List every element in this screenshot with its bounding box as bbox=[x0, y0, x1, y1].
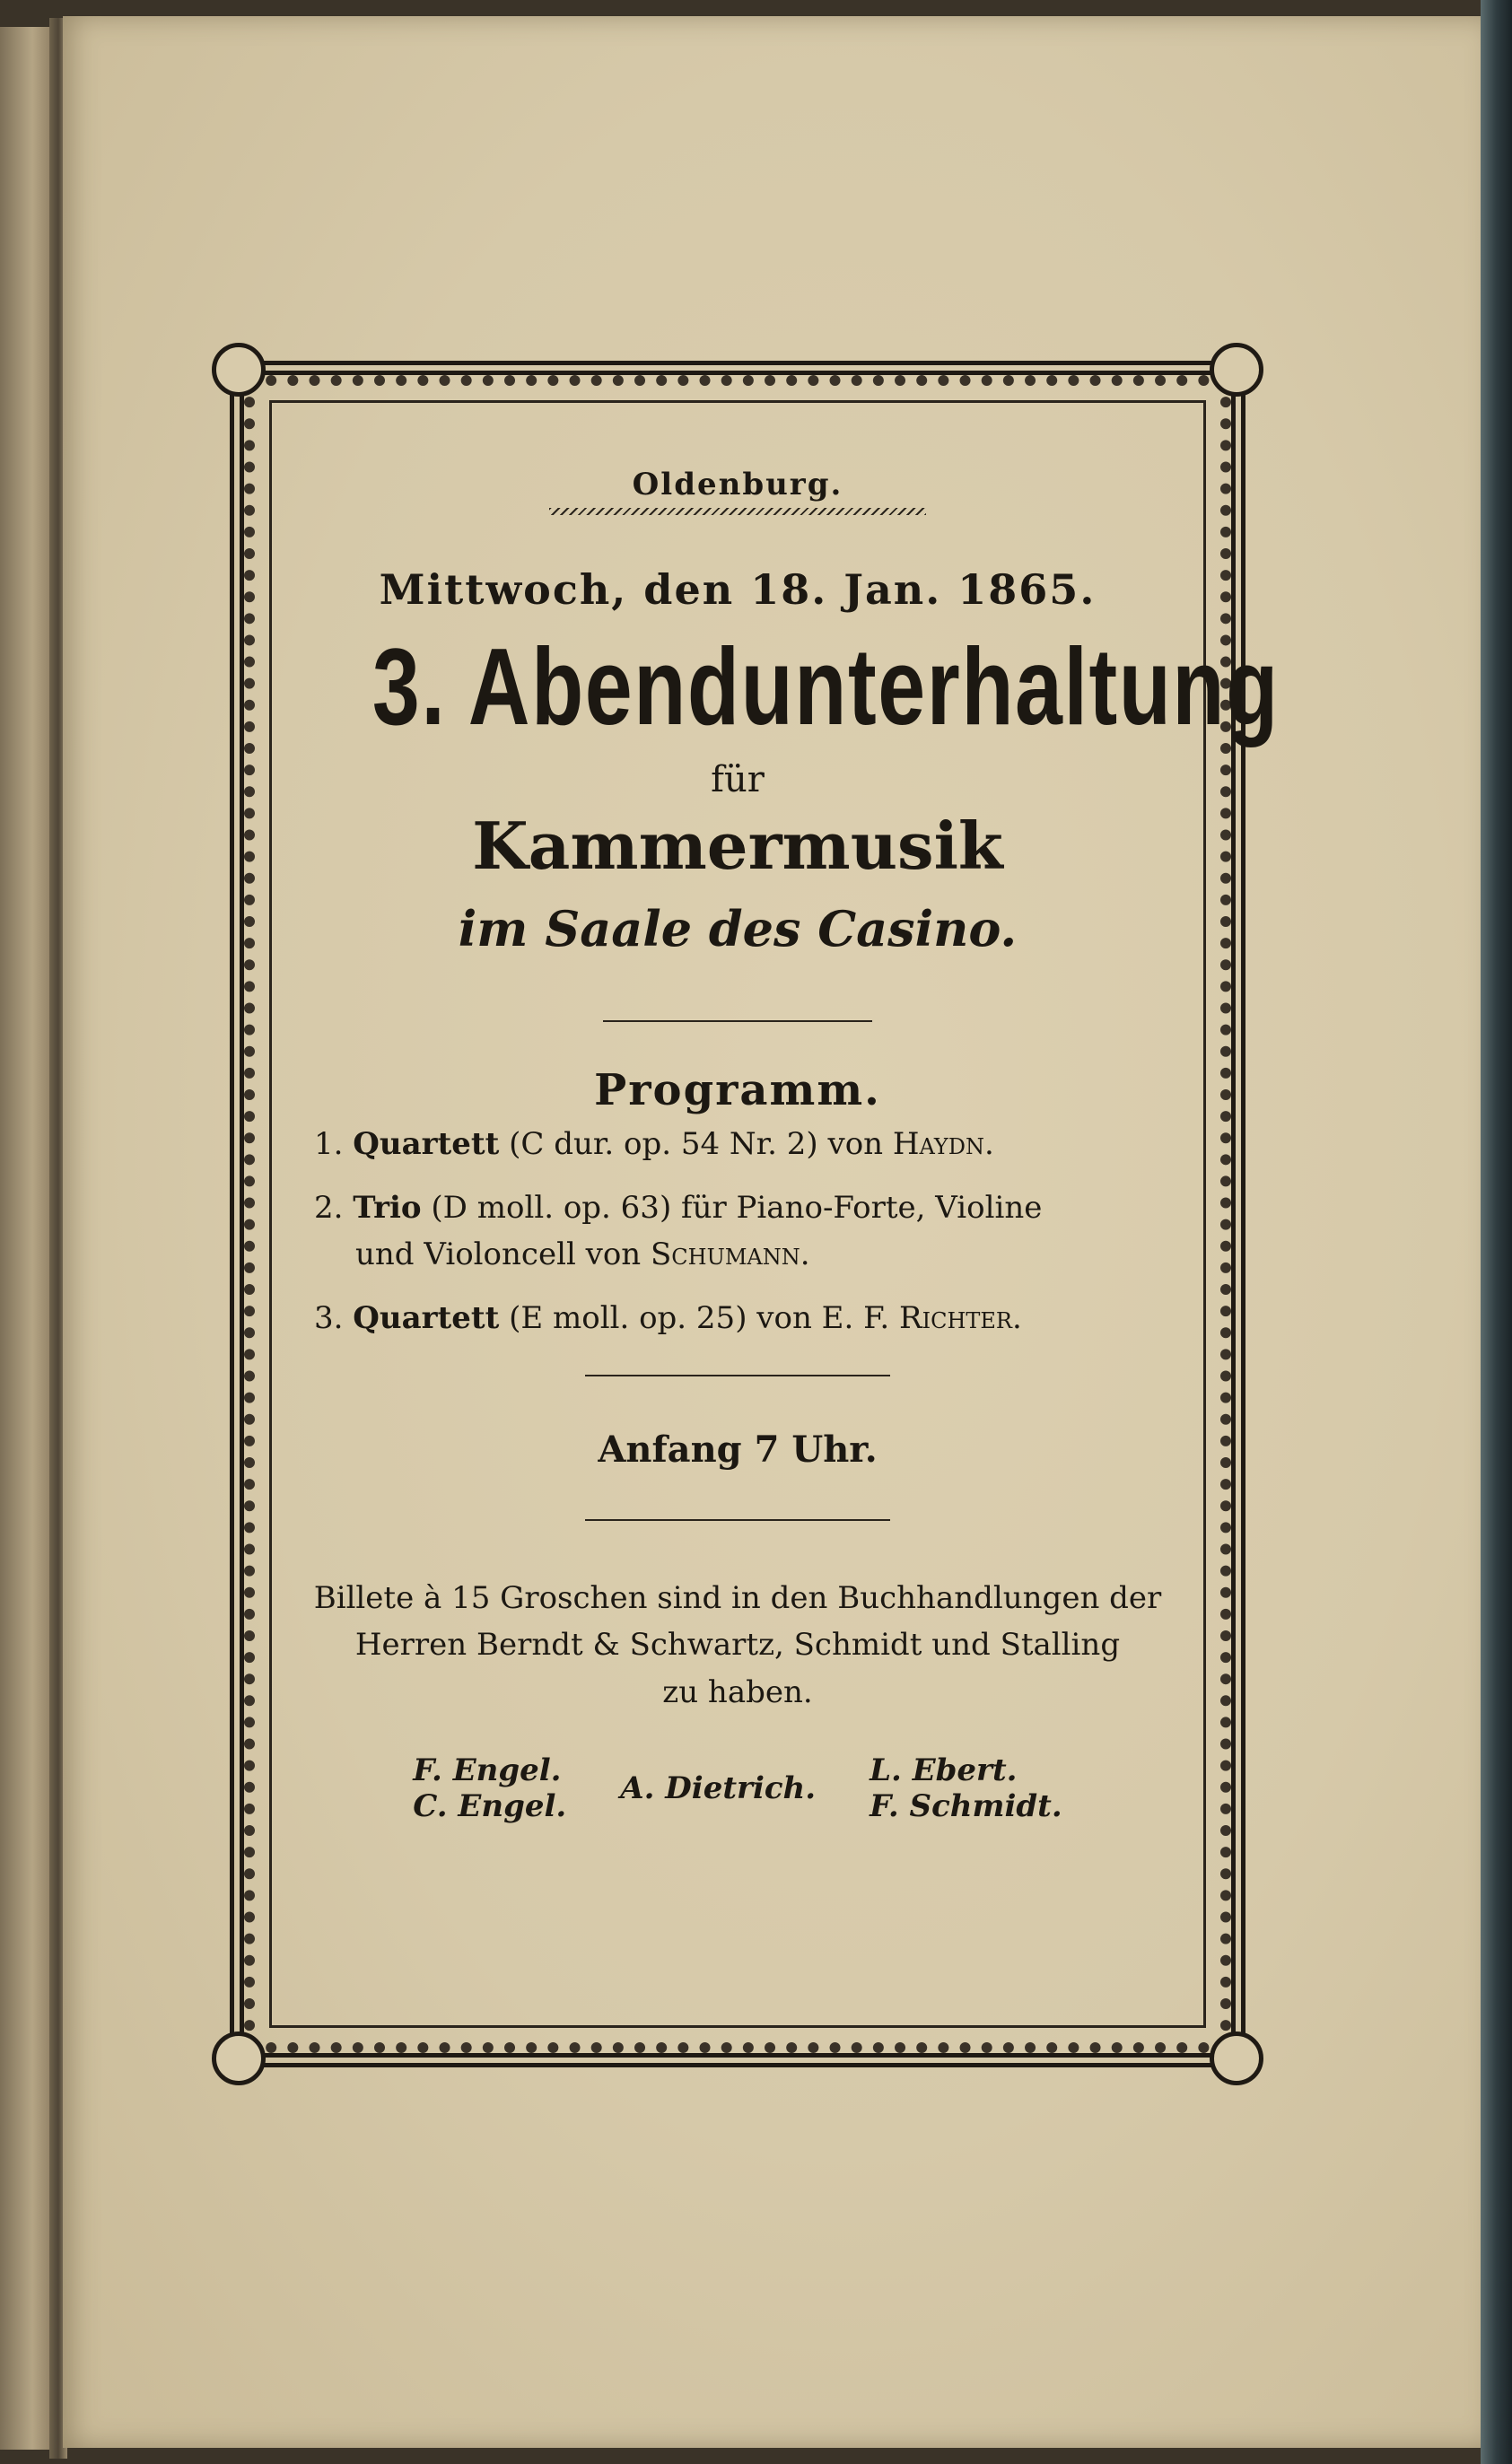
program-list bbox=[269, 1121, 1206, 1342]
right-cover-edge bbox=[1481, 0, 1512, 2464]
corner-ornament bbox=[212, 343, 266, 397]
composer-name: Richter. bbox=[899, 1300, 1022, 1337]
program-item bbox=[314, 1184, 1188, 1279]
organizer-name: A. Dietrich. bbox=[620, 1769, 817, 1806]
program-item bbox=[314, 1295, 1188, 1342]
piece-details: (E moll. op. 25) von E. F. bbox=[509, 1300, 890, 1337]
item-number: 2. bbox=[314, 1189, 344, 1226]
organizers bbox=[269, 1752, 1206, 1824]
piece-title: Quartett bbox=[353, 1126, 500, 1162]
ticket-line: Billete à 15 Groschen sind in den Buchhandlungen der bbox=[313, 1579, 1162, 1616]
piece-details: (D moll. op. 63) für Piano-Forte, Violine bbox=[431, 1189, 1043, 1226]
subject-heading: Kammermusik bbox=[472, 808, 1003, 884]
organizer-column bbox=[870, 1752, 1062, 1824]
organizer-column bbox=[413, 1752, 566, 1824]
ticket-line: zu haben. bbox=[662, 1674, 813, 1711]
piece-title: Trio bbox=[353, 1189, 422, 1226]
for-label: für bbox=[711, 759, 765, 800]
composer-name: Schumann. bbox=[651, 1236, 810, 1273]
item-number: 3. bbox=[314, 1300, 344, 1337]
composer-name: Haydn. bbox=[892, 1126, 994, 1162]
piece-title: Quartett bbox=[353, 1300, 500, 1337]
organizer-name: C. Engel. bbox=[413, 1787, 567, 1824]
left-page-edge bbox=[0, 27, 54, 2450]
organizer-name: L. Ebert. bbox=[870, 1752, 1018, 1788]
divider bbox=[585, 1519, 890, 1521]
divider bbox=[603, 1020, 872, 1022]
program-heading: Programm. bbox=[594, 1065, 881, 1115]
concert-date: Mittwoch, den 18. Jan. 1865. bbox=[379, 565, 1097, 614]
concert-notice bbox=[269, 467, 1280, 1824]
venue-line: im Saale des Casino. bbox=[458, 900, 1018, 957]
instrument-text: und Violoncell von bbox=[355, 1236, 642, 1273]
city-name: Oldenburg. bbox=[632, 467, 843, 502]
divider bbox=[585, 1375, 890, 1376]
start-time: Anfang 7 Uhr. bbox=[598, 1428, 878, 1471]
ticket-line: Herren Berndt & Schwartz, Schmidt und Stalling bbox=[354, 1627, 1121, 1664]
piece-details: (C dur. op. 54 Nr. 2) von bbox=[509, 1126, 884, 1162]
corner-ornament bbox=[212, 2031, 266, 2085]
organizer-name: F. Schmidt. bbox=[870, 1787, 1062, 1824]
corner-ornament bbox=[1210, 2031, 1263, 2085]
item-number: 1. bbox=[314, 1126, 344, 1162]
organizer-name: F. Engel. bbox=[413, 1752, 562, 1788]
piece-details-continued bbox=[314, 1231, 1188, 1279]
wavy-underline bbox=[549, 508, 926, 515]
corner-ornament bbox=[1210, 343, 1263, 397]
concert-title: 3. Abendunterhaltung bbox=[371, 625, 1280, 747]
program-item bbox=[314, 1121, 1188, 1168]
ticket-info bbox=[269, 1575, 1206, 1717]
organizer-column bbox=[620, 1752, 816, 1824]
